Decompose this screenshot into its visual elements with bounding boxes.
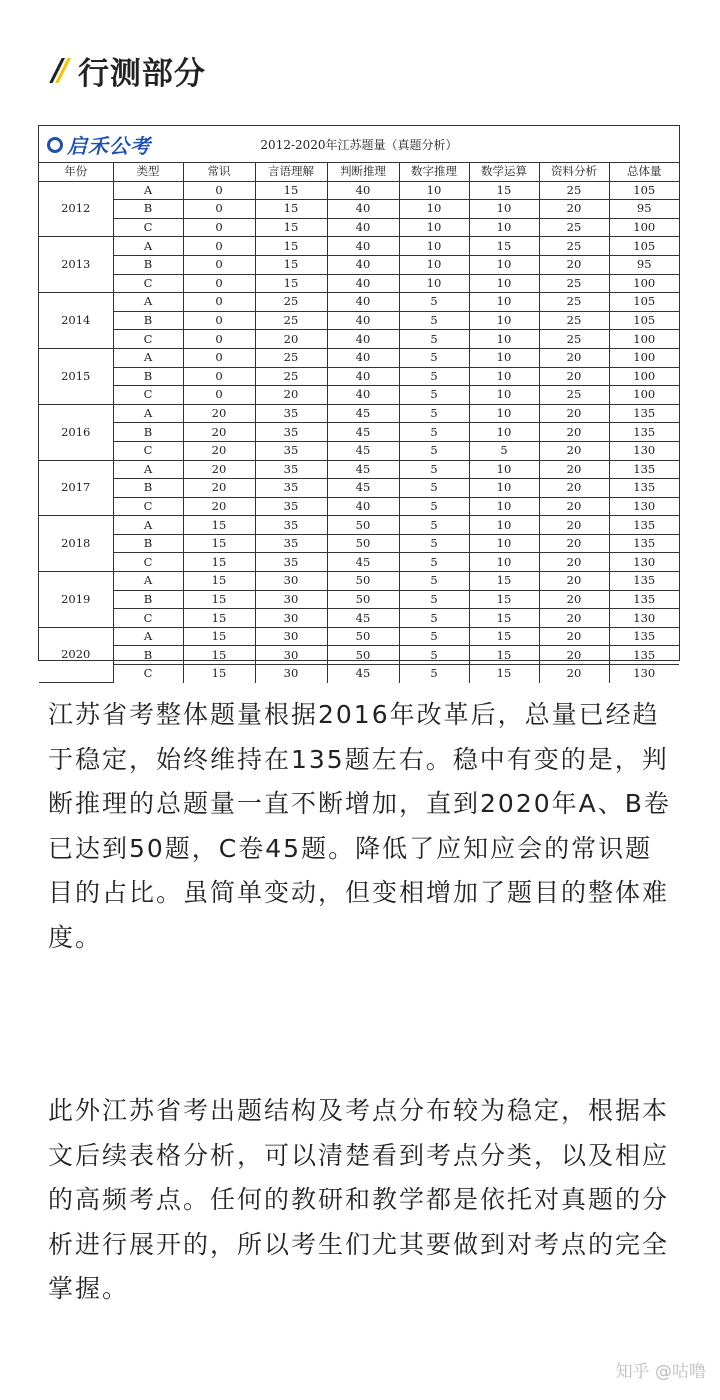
table-row <box>39 553 679 572</box>
value-cell: 15 <box>255 237 327 256</box>
value-cell: 45 <box>327 479 399 498</box>
value-cell: 15 <box>469 646 539 665</box>
value-cell: 20 <box>183 497 255 516</box>
table-row <box>39 441 679 460</box>
value-cell: 15 <box>183 665 255 683</box>
table-body <box>39 181 679 683</box>
value-cell: 25 <box>539 293 609 312</box>
value-cell: 40 <box>327 293 399 312</box>
value-cell: 45 <box>327 404 399 423</box>
value-cell: 20 <box>539 404 609 423</box>
value-cell: 10 <box>399 200 469 219</box>
value-cell: 15 <box>183 516 255 535</box>
value-cell: 0 <box>183 367 255 386</box>
section-title: 行测部分 <box>77 55 206 92</box>
value-cell: 35 <box>255 404 327 423</box>
type-cell: B <box>113 200 183 219</box>
section-heading <box>52 48 206 92</box>
value-cell: 10 <box>469 479 539 498</box>
type-cell: C <box>113 274 183 293</box>
column-header: 数字推理 <box>399 163 469 181</box>
value-cell: 105 <box>609 237 679 256</box>
year-cell: 2018 <box>39 516 113 572</box>
value-cell: 45 <box>327 665 399 683</box>
table-row <box>39 348 679 367</box>
value-cell: 0 <box>183 200 255 219</box>
value-cell: 30 <box>255 572 327 591</box>
table-row <box>39 423 679 442</box>
value-cell: 20 <box>539 590 609 609</box>
value-cell: 30 <box>255 590 327 609</box>
value-cell: 25 <box>539 311 609 330</box>
value-cell: 35 <box>255 423 327 442</box>
value-cell: 45 <box>327 460 399 479</box>
value-cell: 15 <box>183 646 255 665</box>
type-cell: A <box>113 293 183 312</box>
column-header: 资料分析 <box>539 163 609 181</box>
value-cell: 40 <box>327 237 399 256</box>
value-cell: 20 <box>539 479 609 498</box>
value-cell: 5 <box>399 646 469 665</box>
value-cell: 45 <box>327 423 399 442</box>
value-cell: 15 <box>183 627 255 646</box>
type-cell: B <box>113 479 183 498</box>
exam-volume-table-image <box>38 125 680 681</box>
value-cell: 100 <box>609 274 679 293</box>
value-cell: 0 <box>183 255 255 274</box>
table-row <box>39 646 679 665</box>
paragraph-2: 此外江苏省考出题结构及考点分布较为稳定，根据本文后续表格分析，可以清楚看到考点分类，以及相应的高频考点。任何的教研和教学都是依托对真题的分析进行展开的，所以考生们尤其要做到对考点的完全掌握。 <box>48 1096 670 1303</box>
value-cell: 5 <box>399 386 469 405</box>
value-cell: 25 <box>539 218 609 237</box>
value-cell: 20 <box>539 200 609 219</box>
value-cell: 15 <box>255 274 327 293</box>
value-cell: 15 <box>469 590 539 609</box>
value-cell: 20 <box>539 367 609 386</box>
value-cell: 25 <box>539 386 609 405</box>
value-cell: 15 <box>183 553 255 572</box>
value-cell: 25 <box>255 348 327 367</box>
value-cell: 20 <box>255 330 327 349</box>
table-row <box>39 534 679 553</box>
value-cell: 10 <box>469 534 539 553</box>
table-row <box>39 627 679 646</box>
value-cell: 5 <box>399 348 469 367</box>
value-cell: 30 <box>255 609 327 628</box>
value-cell: 10 <box>469 460 539 479</box>
value-cell: 15 <box>183 572 255 591</box>
table-title: 2012-2020年江苏题量（真题分析） <box>260 138 458 152</box>
value-cell: 5 <box>399 330 469 349</box>
value-cell: 0 <box>183 237 255 256</box>
table-row <box>39 497 679 516</box>
value-cell: 0 <box>183 218 255 237</box>
value-cell: 105 <box>609 311 679 330</box>
value-cell: 30 <box>255 646 327 665</box>
value-cell: 0 <box>183 274 255 293</box>
value-cell: 25 <box>539 330 609 349</box>
type-cell: B <box>113 423 183 442</box>
year-cell: 2017 <box>39 460 113 516</box>
value-cell: 10 <box>469 255 539 274</box>
value-cell: 130 <box>609 497 679 516</box>
value-cell: 20 <box>183 479 255 498</box>
value-cell: 135 <box>609 404 679 423</box>
value-cell: 5 <box>399 441 469 460</box>
value-cell: 5 <box>399 497 469 516</box>
value-cell: 0 <box>183 348 255 367</box>
value-cell: 20 <box>183 404 255 423</box>
value-cell: 135 <box>609 460 679 479</box>
value-cell: 25 <box>539 274 609 293</box>
value-cell: 40 <box>327 497 399 516</box>
value-cell: 135 <box>609 646 679 665</box>
value-cell: 135 <box>609 590 679 609</box>
table-row <box>39 404 679 423</box>
type-cell: A <box>113 237 183 256</box>
value-cell: 130 <box>609 609 679 628</box>
year-cell: 2014 <box>39 293 113 349</box>
value-cell: 40 <box>327 218 399 237</box>
value-cell: 20 <box>539 497 609 516</box>
value-cell: 5 <box>399 460 469 479</box>
value-cell: 5 <box>399 627 469 646</box>
table-row <box>39 572 679 591</box>
value-cell: 10 <box>399 181 469 200</box>
value-cell: 10 <box>469 348 539 367</box>
value-cell: 10 <box>469 404 539 423</box>
type-cell: A <box>113 348 183 367</box>
value-cell: 5 <box>399 404 469 423</box>
type-cell: A <box>113 627 183 646</box>
value-cell: 40 <box>327 386 399 405</box>
value-cell: 20 <box>539 516 609 535</box>
value-cell: 25 <box>255 293 327 312</box>
value-cell: 50 <box>327 534 399 553</box>
value-cell: 5 <box>399 572 469 591</box>
value-cell: 15 <box>183 590 255 609</box>
value-cell: 20 <box>539 255 609 274</box>
value-cell: 10 <box>469 497 539 516</box>
value-cell: 35 <box>255 460 327 479</box>
value-cell: 10 <box>399 218 469 237</box>
value-cell: 10 <box>469 200 539 219</box>
type-cell: A <box>113 181 183 200</box>
value-cell: 20 <box>539 665 609 683</box>
value-cell: 5 <box>399 534 469 553</box>
value-cell: 15 <box>255 200 327 219</box>
value-cell: 35 <box>255 534 327 553</box>
value-cell: 5 <box>399 516 469 535</box>
value-cell: 50 <box>327 590 399 609</box>
column-header: 言语理解 <box>255 163 327 181</box>
value-cell: 5 <box>399 590 469 609</box>
value-cell: 25 <box>539 181 609 200</box>
value-cell: 20 <box>539 627 609 646</box>
value-cell: 95 <box>609 200 679 219</box>
value-cell: 20 <box>539 646 609 665</box>
value-cell: 35 <box>255 516 327 535</box>
value-cell: 5 <box>469 441 539 460</box>
type-cell: B <box>113 646 183 665</box>
value-cell: 35 <box>255 479 327 498</box>
value-cell: 10 <box>399 255 469 274</box>
value-cell: 20 <box>183 460 255 479</box>
type-cell: A <box>113 460 183 479</box>
value-cell: 15 <box>469 237 539 256</box>
value-cell: 50 <box>327 627 399 646</box>
value-cell: 20 <box>183 423 255 442</box>
value-cell: 135 <box>609 423 679 442</box>
value-cell: 5 <box>399 665 469 683</box>
value-cell: 135 <box>609 572 679 591</box>
table-header-row <box>39 163 679 181</box>
value-cell: 10 <box>399 274 469 293</box>
value-cell: 20 <box>539 534 609 553</box>
value-cell: 35 <box>255 553 327 572</box>
value-cell: 10 <box>469 293 539 312</box>
value-cell: 5 <box>399 479 469 498</box>
year-cell: 2015 <box>39 348 113 404</box>
value-cell: 10 <box>469 330 539 349</box>
value-cell: 130 <box>609 665 679 683</box>
column-header: 数学运算 <box>469 163 539 181</box>
value-cell: 130 <box>609 441 679 460</box>
value-cell: 0 <box>183 311 255 330</box>
value-cell: 40 <box>327 274 399 293</box>
value-cell: 45 <box>327 553 399 572</box>
table-row <box>39 218 679 237</box>
value-cell: 15 <box>469 609 539 628</box>
type-cell: B <box>113 534 183 553</box>
table-row <box>39 609 679 628</box>
value-cell: 135 <box>609 534 679 553</box>
value-cell: 5 <box>399 367 469 386</box>
table-row <box>39 386 679 405</box>
value-cell: 15 <box>255 181 327 200</box>
value-cell: 40 <box>327 200 399 219</box>
table-row <box>39 516 679 535</box>
value-cell: 40 <box>327 330 399 349</box>
table-row <box>39 200 679 219</box>
table-row <box>39 330 679 349</box>
value-cell: 135 <box>609 516 679 535</box>
value-cell: 5 <box>399 423 469 442</box>
year-cell: 2016 <box>39 404 113 460</box>
type-cell: C <box>113 330 183 349</box>
value-cell: 50 <box>327 572 399 591</box>
value-cell: 15 <box>183 534 255 553</box>
type-cell: C <box>113 609 183 628</box>
value-cell: 135 <box>609 479 679 498</box>
value-cell: 20 <box>183 441 255 460</box>
value-cell: 100 <box>609 330 679 349</box>
type-cell: C <box>113 386 183 405</box>
value-cell: 45 <box>327 441 399 460</box>
paragraph-1: 江苏省考整体题量根据2016年改革后，总量已经趋于稳定，始终维持在135题左右。稳中有变的是，判断推理的总题量一直不断增加，直到2020年A、B卷已达到50题，C卷45题。降低了应知应会的常识题目的占比。虽简单变动，但变相增加了题目的整体难度。 <box>48 700 671 952</box>
value-cell: 100 <box>609 348 679 367</box>
value-cell: 40 <box>327 255 399 274</box>
value-cell: 20 <box>539 460 609 479</box>
value-cell: 20 <box>539 609 609 628</box>
table-row <box>39 460 679 479</box>
value-cell: 40 <box>327 348 399 367</box>
year-cell: 2013 <box>39 237 113 293</box>
column-header: 常识 <box>183 163 255 181</box>
table-row <box>39 367 679 386</box>
value-cell: 5 <box>399 311 469 330</box>
value-cell: 0 <box>183 293 255 312</box>
type-cell: A <box>113 516 183 535</box>
value-cell: 20 <box>539 423 609 442</box>
heading-slash-icon: // <box>52 52 64 88</box>
value-cell: 15 <box>469 181 539 200</box>
column-header: 总体量 <box>609 163 679 181</box>
table-row <box>39 590 679 609</box>
watermark: 知乎 @咕噜 <box>615 1362 706 1382</box>
type-cell: B <box>113 367 183 386</box>
value-cell: 50 <box>327 516 399 535</box>
table-row <box>39 311 679 330</box>
value-cell: 20 <box>539 348 609 367</box>
value-cell: 40 <box>327 367 399 386</box>
table-row <box>39 665 679 683</box>
value-cell: 30 <box>255 627 327 646</box>
value-cell: 40 <box>327 311 399 330</box>
type-cell: C <box>113 218 183 237</box>
table-row <box>39 237 679 256</box>
type-cell: C <box>113 441 183 460</box>
value-cell: 100 <box>609 386 679 405</box>
brand-logo-text: 启禾公考 <box>67 134 151 158</box>
value-cell: 105 <box>609 293 679 312</box>
value-cell: 25 <box>539 237 609 256</box>
year-cell: 2020 <box>39 627 113 682</box>
value-cell: 15 <box>255 218 327 237</box>
value-cell: 10 <box>469 367 539 386</box>
value-cell: 35 <box>255 497 327 516</box>
value-cell: 20 <box>539 553 609 572</box>
type-cell: A <box>113 572 183 591</box>
table-row <box>39 479 679 498</box>
value-cell: 20 <box>539 441 609 460</box>
type-cell: C <box>113 553 183 572</box>
table-row <box>39 255 679 274</box>
table-row <box>39 181 679 200</box>
value-cell: 100 <box>609 218 679 237</box>
value-cell: 30 <box>255 665 327 683</box>
value-cell: 105 <box>609 181 679 200</box>
value-cell: 95 <box>609 255 679 274</box>
value-cell: 0 <box>183 330 255 349</box>
value-cell: 20 <box>539 572 609 591</box>
column-header: 类型 <box>113 163 183 181</box>
value-cell: 10 <box>469 423 539 442</box>
value-cell: 45 <box>327 609 399 628</box>
value-cell: 35 <box>255 441 327 460</box>
type-cell: C <box>113 665 183 683</box>
value-cell: 25 <box>255 367 327 386</box>
value-cell: 5 <box>399 553 469 572</box>
value-cell: 50 <box>327 646 399 665</box>
value-cell: 5 <box>399 609 469 628</box>
exam-volume-table <box>39 163 679 683</box>
value-cell: 40 <box>327 181 399 200</box>
value-cell: 15 <box>469 627 539 646</box>
value-cell: 10 <box>469 311 539 330</box>
value-cell: 20 <box>255 386 327 405</box>
table-row <box>39 293 679 312</box>
value-cell: 10 <box>469 218 539 237</box>
value-cell: 10 <box>469 516 539 535</box>
type-cell: B <box>113 590 183 609</box>
type-cell: B <box>113 311 183 330</box>
table-row <box>39 274 679 293</box>
value-cell: 130 <box>609 553 679 572</box>
value-cell: 15 <box>183 609 255 628</box>
value-cell: 15 <box>255 255 327 274</box>
value-cell: 5 <box>399 293 469 312</box>
value-cell: 10 <box>469 553 539 572</box>
value-cell: 25 <box>255 311 327 330</box>
value-cell: 0 <box>183 181 255 200</box>
value-cell: 15 <box>469 572 539 591</box>
table-header-bar <box>39 126 679 163</box>
value-cell: 10 <box>469 386 539 405</box>
year-cell: 2012 <box>39 181 113 237</box>
value-cell: 10 <box>399 237 469 256</box>
value-cell: 10 <box>469 274 539 293</box>
value-cell: 15 <box>469 665 539 683</box>
value-cell: 100 <box>609 367 679 386</box>
value-cell: 135 <box>609 627 679 646</box>
column-header: 判断推理 <box>327 163 399 181</box>
type-cell: C <box>113 497 183 516</box>
year-cell: 2019 <box>39 572 113 628</box>
column-header: 年份 <box>39 163 113 181</box>
type-cell: B <box>113 255 183 274</box>
type-cell: A <box>113 404 183 423</box>
value-cell: 0 <box>183 386 255 405</box>
